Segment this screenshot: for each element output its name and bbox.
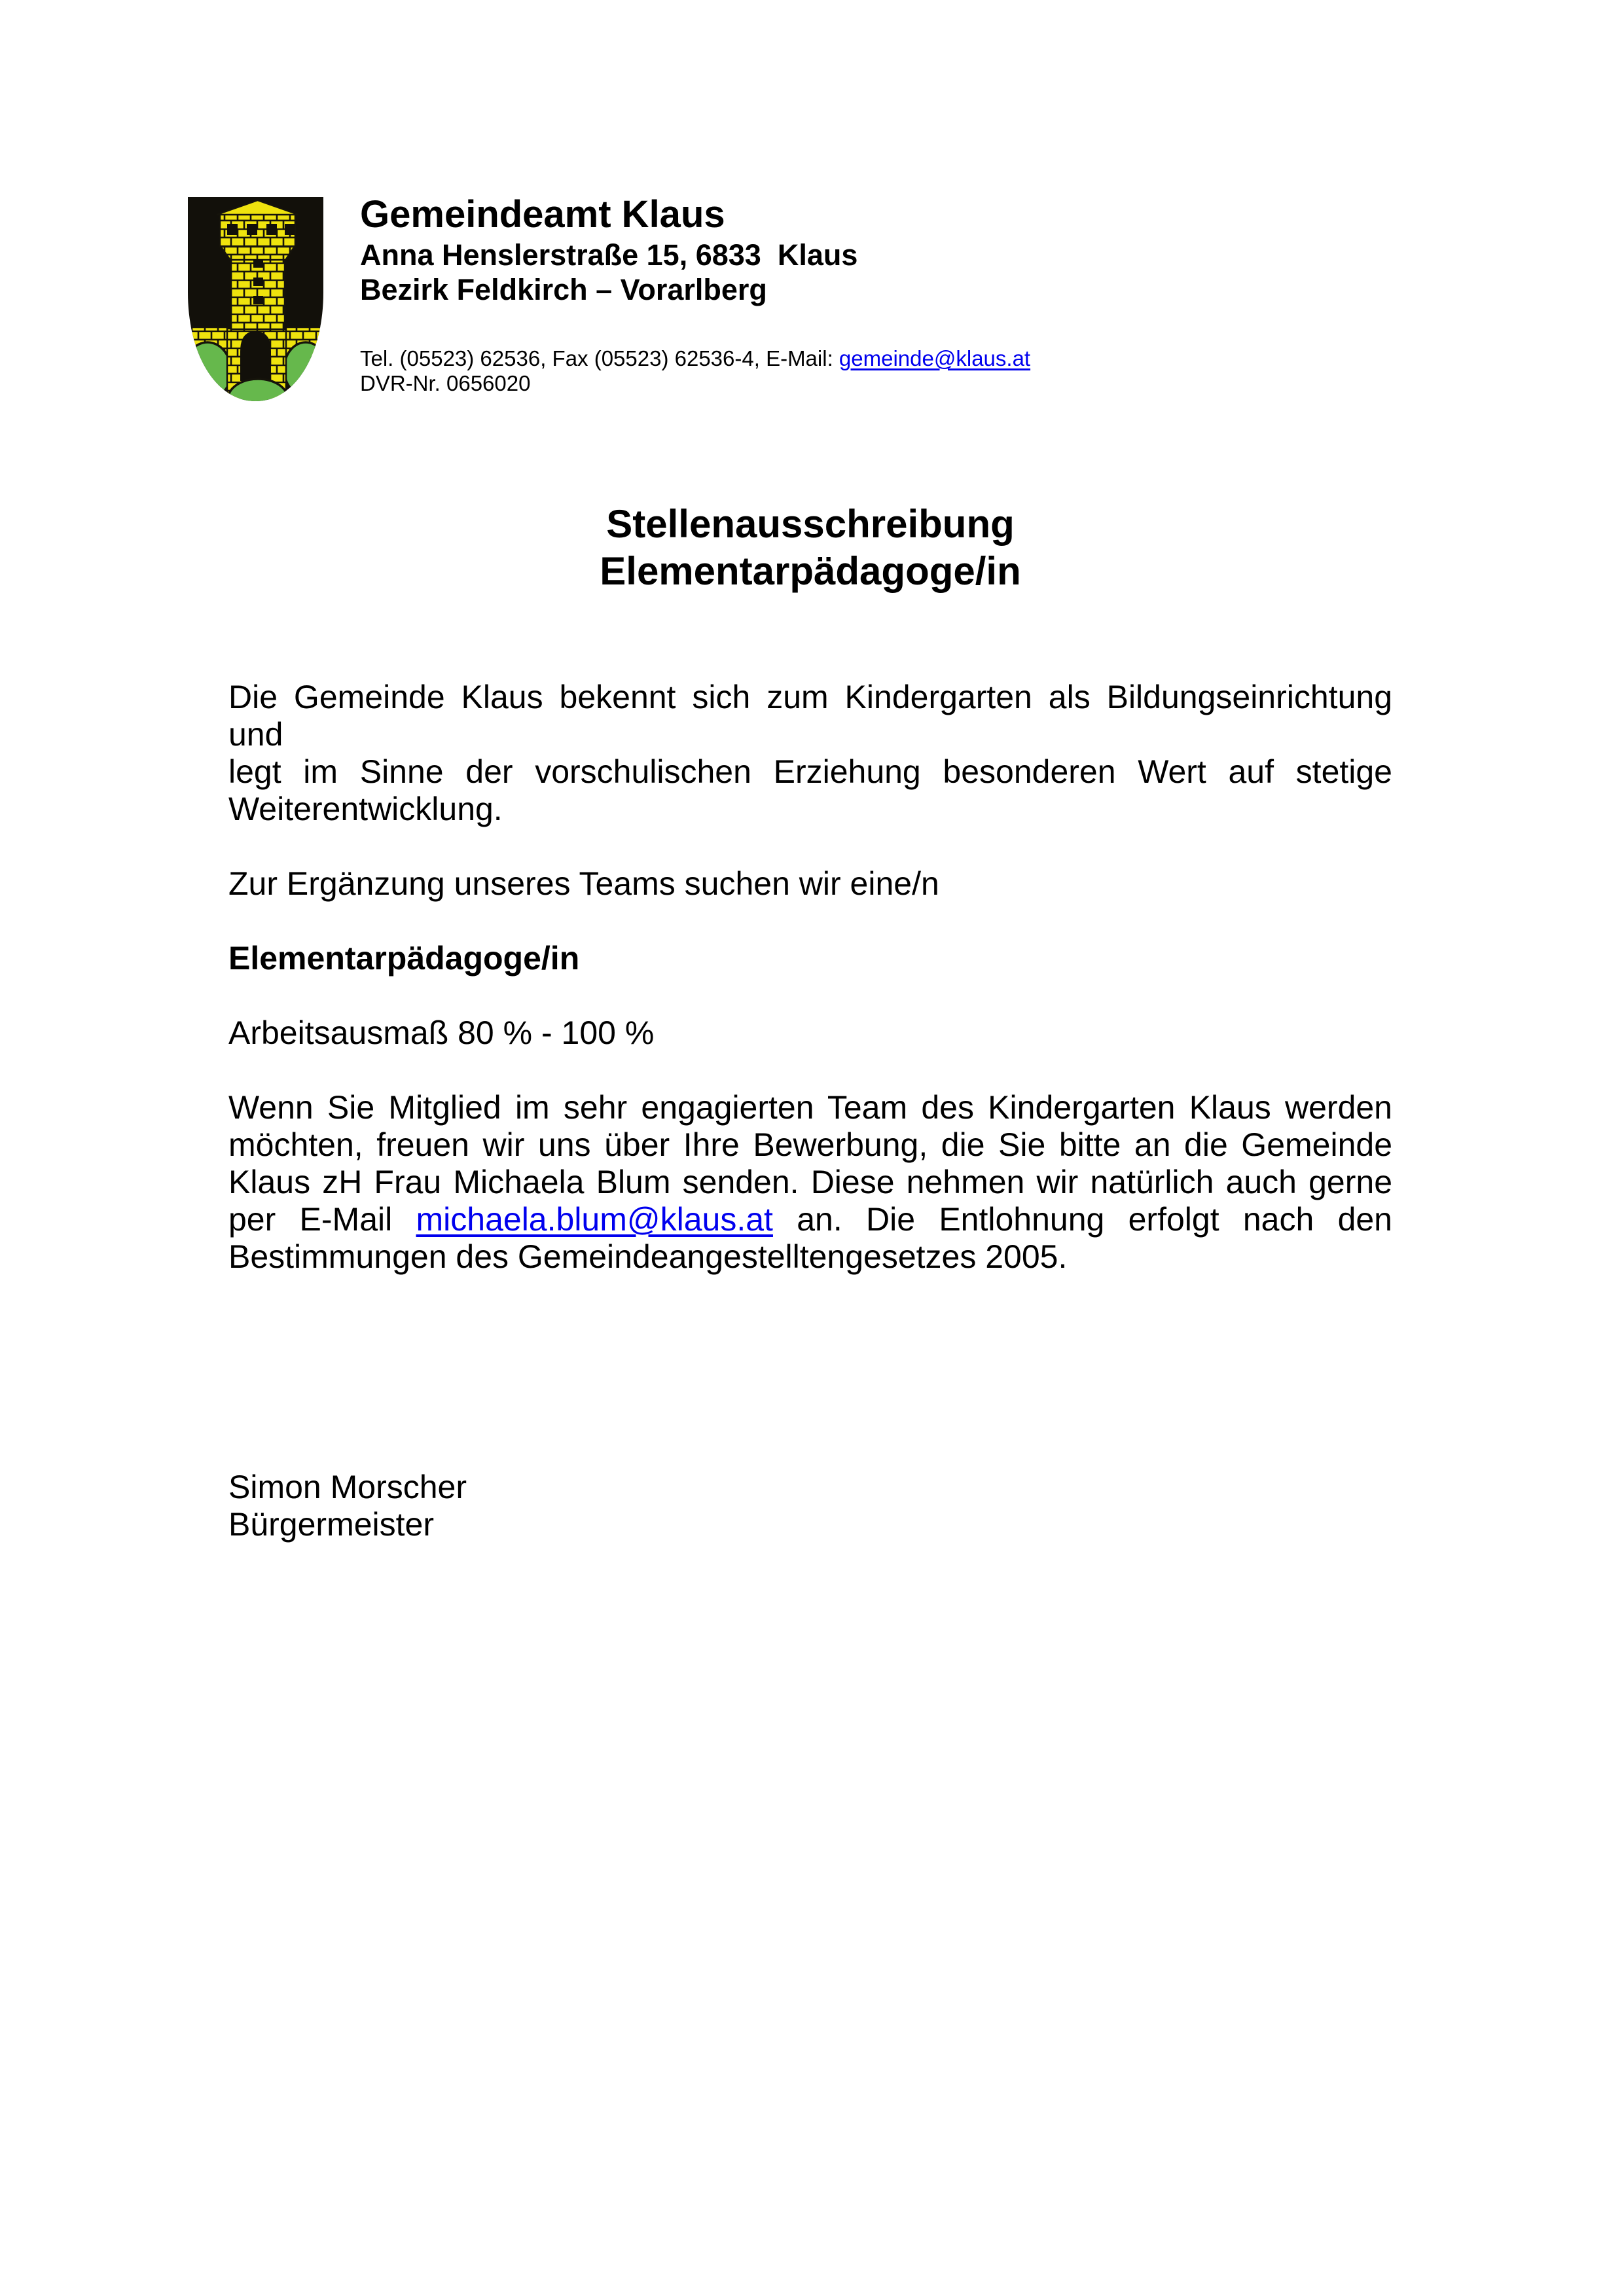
application-line: Wenn Sie Mitglied im sehr engagierten Team des Kindergarten Klaus werden xyxy=(228,1089,1392,1126)
title-line-1: Stellenausschreibung xyxy=(606,502,1015,546)
contact-prefix: Tel. (05523) 62536, Fax (05523) 62536-4, E-Mail: xyxy=(360,346,839,370)
intro-line: Weiterentwicklung. xyxy=(228,791,503,827)
signature-role: Bürgermeister xyxy=(228,1506,434,1543)
position-title: Elementarpädagoge/in xyxy=(228,940,580,977)
application-link-line xyxy=(228,1201,1392,1238)
spacer xyxy=(228,828,1392,865)
application-last-line: Bestimmungen des Gemeindeangestelltengesetzes 2005. xyxy=(228,1238,1068,1275)
address-line-2: Bezirk Feldkirch – Vorarlberg xyxy=(360,273,767,306)
header-email-link[interactable]: gemeinde@klaus.at xyxy=(839,346,1031,370)
document-title xyxy=(228,501,1392,595)
spacer xyxy=(228,903,1392,940)
spacer xyxy=(228,1052,1392,1089)
org-name: Gemeindeamt Klaus xyxy=(360,193,725,236)
spacer xyxy=(228,977,1392,1014)
klaus-coat-of-arms-icon xyxy=(185,194,326,404)
body-email-link[interactable]: michaela.blum@klaus.at xyxy=(416,1201,773,1238)
dvr-number: DVR-Nr. 0656020 xyxy=(360,371,531,395)
letterhead xyxy=(360,193,1407,396)
application-line: möchten, freuen wir uns über Ihre Bewerbung, die Sie bitte an die Gemeinde xyxy=(228,1126,1392,1163)
letter-body xyxy=(228,679,1392,1543)
intro-line: Die Gemeinde Klaus bekennt sich zum Kindergarten als Bildungseinrichtung und xyxy=(228,679,1392,753)
application-line: Klaus zH Frau Michaela Blum senden. Diese nehmen wir natürlich auch gerne xyxy=(228,1164,1392,1200)
link-line-after: an. Die Entlohnung erfolgt nach den xyxy=(772,1201,1392,1238)
contact-line xyxy=(360,346,1407,371)
workload-line: Arbeitsausmaß 80 % - 100 % xyxy=(228,1014,655,1051)
logo xyxy=(185,194,326,404)
address-line-1: Anna Henslerstraße 15, 6833 Klaus xyxy=(360,238,858,272)
contact-block xyxy=(360,346,1407,396)
signature-name: Simon Morscher xyxy=(228,1469,467,1505)
signature-block xyxy=(228,1469,1392,1543)
title-line-2: Elementarpädagoge/in xyxy=(600,549,1021,593)
link-line-before: per E-Mail xyxy=(228,1201,416,1238)
intro-line: legt im Sinne der vorschulischen Erziehung besonderen Wert auf stetige xyxy=(228,753,1392,790)
team-line: Zur Ergänzung unseres Teams suchen wir eine/n xyxy=(228,865,939,902)
